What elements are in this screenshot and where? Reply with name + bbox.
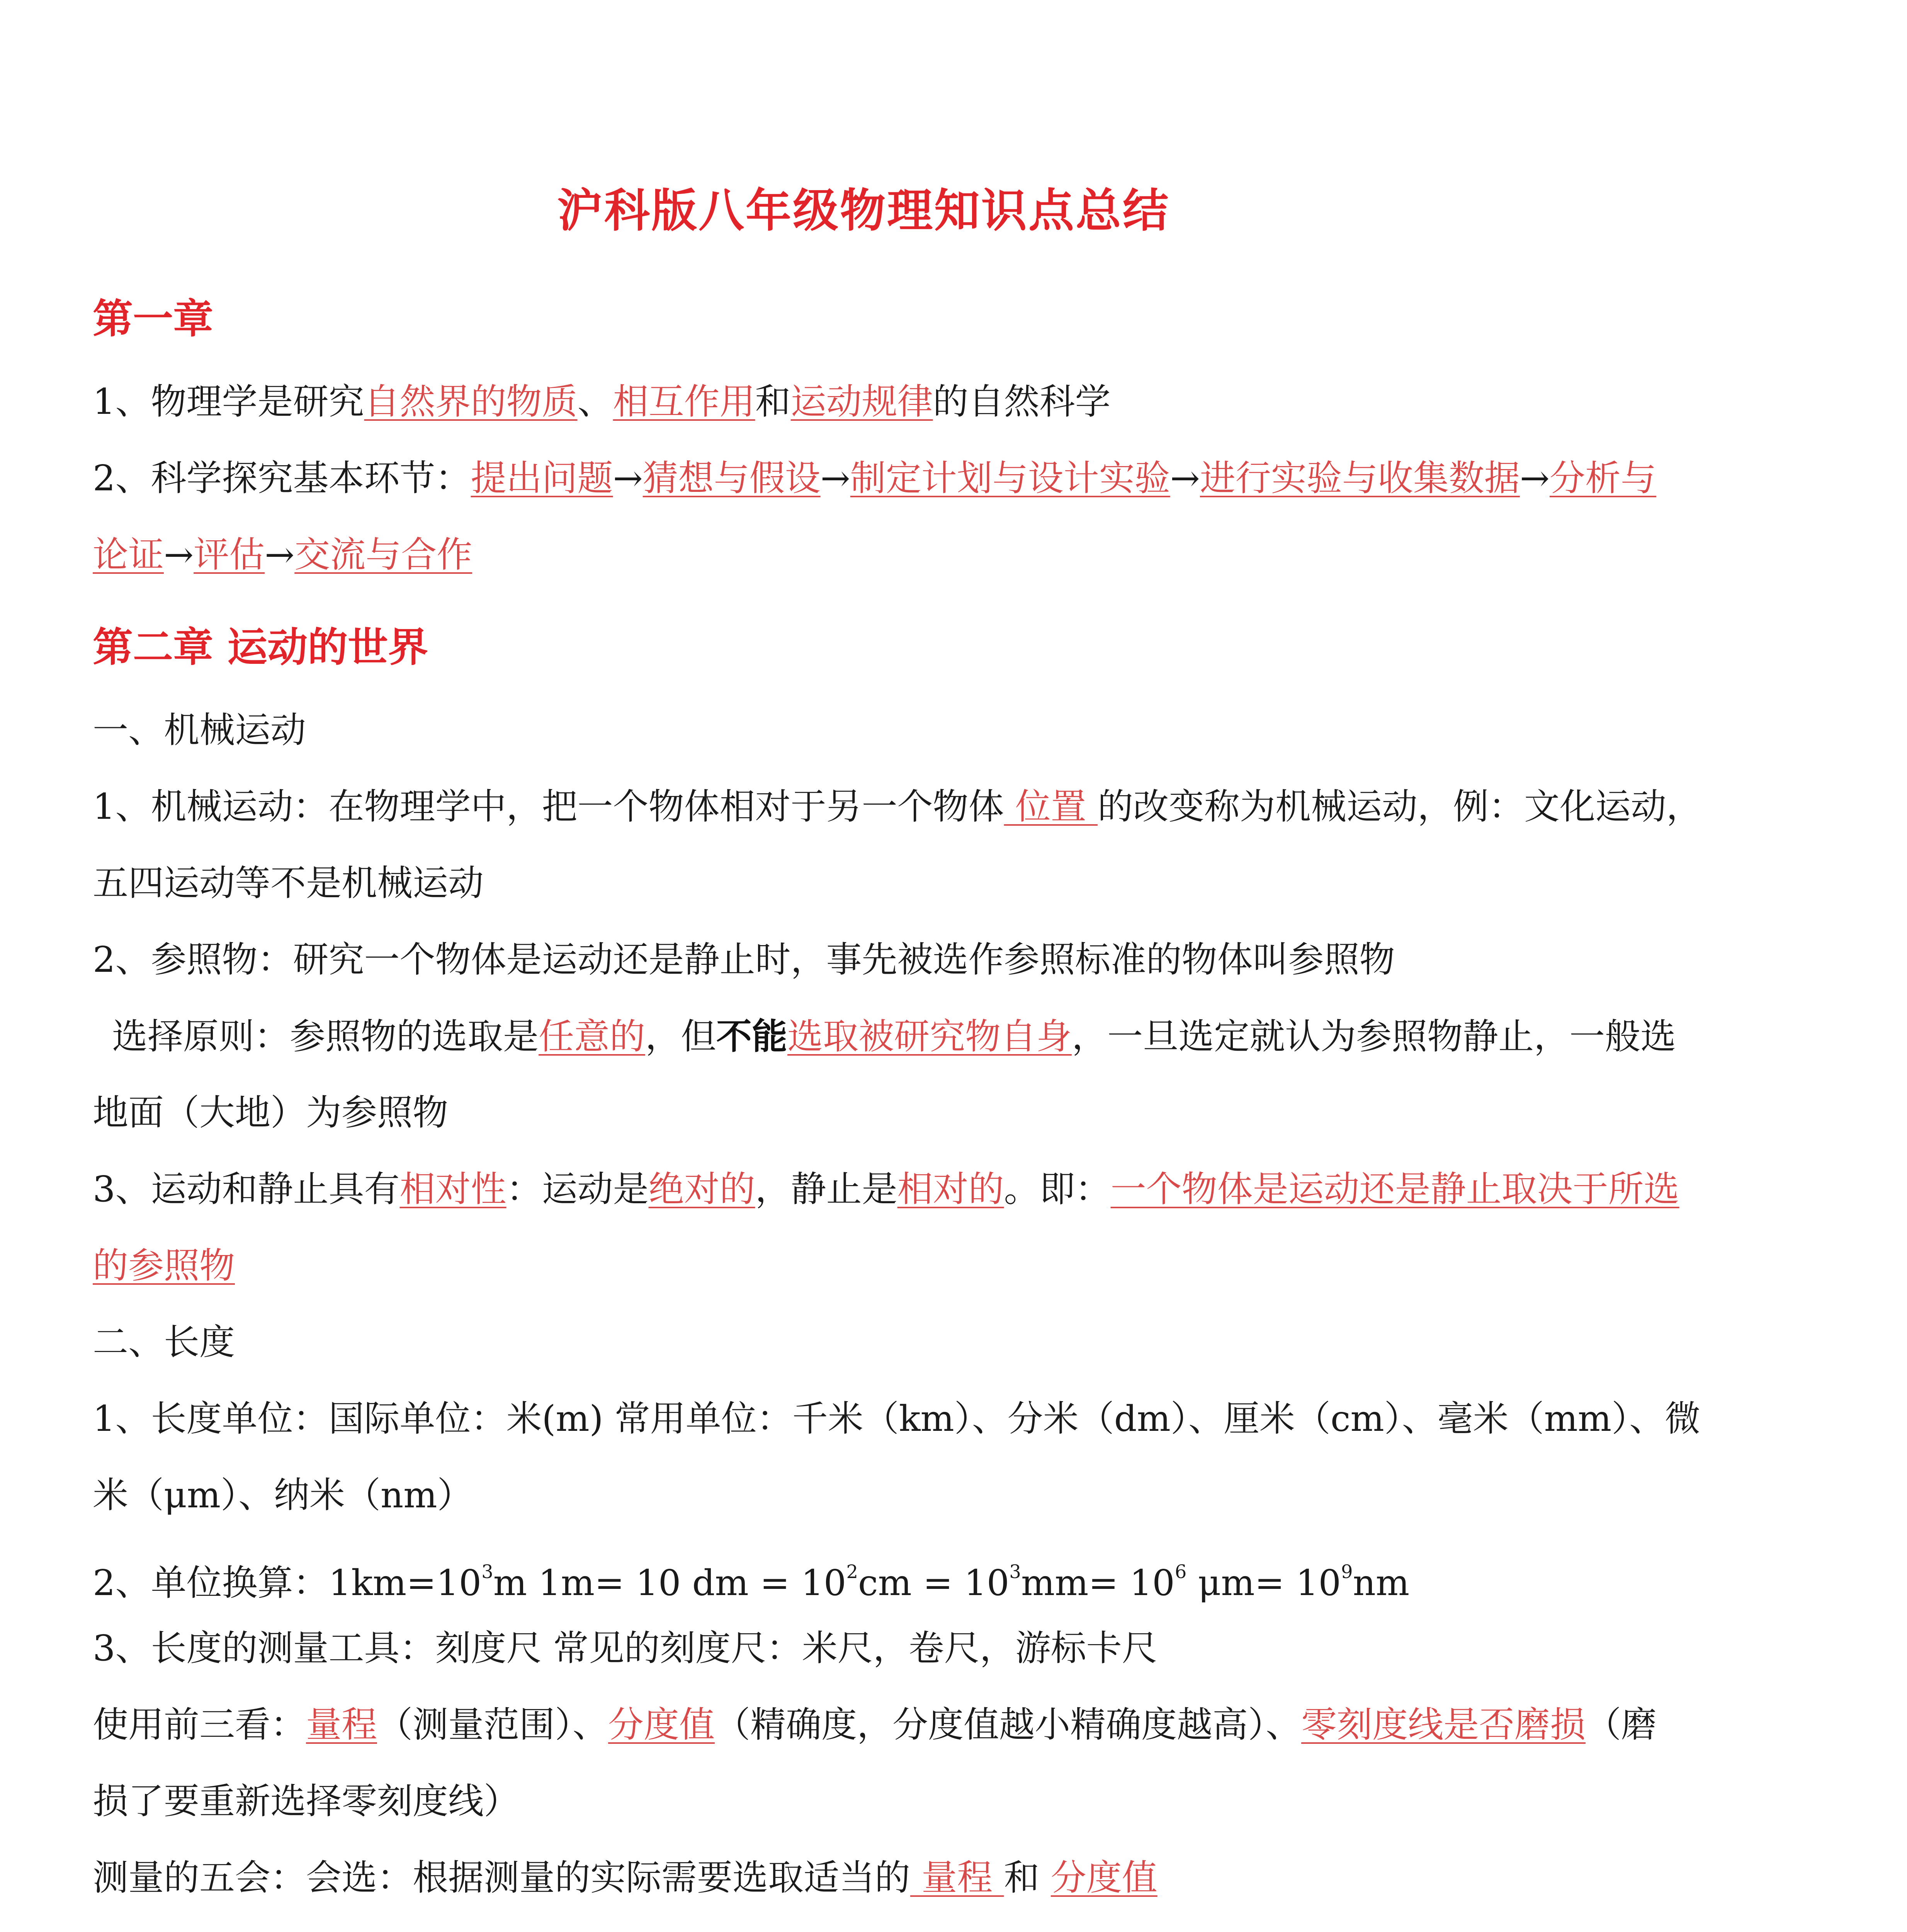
p-reference-object: 2、参照物：研究一个物体是运动还是静止时，事先被选作参照标准的物体叫参照物: [93, 939, 1395, 980]
p-five-skills-select: 测量的五会：会选：根据测量的实际需要选取适当的 量程 和 分度值: [93, 1857, 1157, 1898]
ch1-line-3: 论证→评估→交流与合作: [93, 534, 473, 575]
p-three-checks-2: 损了要重新选择零刻度线）: [93, 1781, 520, 1822]
p-relativity-2: 的参照物: [93, 1245, 235, 1286]
p-length-units-1: 1、长度单位：国际单位：米(m) 常用单位：千米（km）、分米（dm）、厘米（cm）、毫米（mm）、微: [93, 1398, 1701, 1439]
p-selection-principle-2: 地面（大地）为参照物: [93, 1092, 449, 1133]
chapter-2-heading: 第二章 运动的世界: [93, 623, 428, 671]
p-mechanical-motion-1: 1、机械运动：在物理学中，把一个物体相对于另一个物体 位置 的改变称为机械运动，例：文化运动，: [93, 786, 1702, 827]
section-length: 二、长度: [93, 1321, 235, 1363]
p-three-checks-1: 使用前三看：量程（测量范围）、分度值（精确度，分度值越小精确度越高）、零刻度线是否磨损（磨: [93, 1704, 1657, 1745]
p-selection-principle-1: 选择原则：参照物的选取是任意的，但不能选取被研究物自身，一旦选定就认为参照物静止，一般选: [112, 1015, 1676, 1057]
p-mechanical-motion-2: 五四运动等不是机械运动: [93, 862, 484, 904]
ch1-line-1: 1、物理学是研究自然界的物质、相互作用和运动规律的自然科学: [93, 381, 1111, 422]
document-title: 沪科版八年级物理知识点总结: [557, 184, 1170, 237]
ch1-line-2: 2、科学探究基本环节：提出问题→猜想与假设→制定计划与设计实验→进行实验与收集数据→分析与: [93, 457, 1656, 499]
chapter-1-heading: 第一章: [93, 295, 214, 342]
p-measuring-tools: 3、长度的测量工具：刻度尺 常见的刻度尺：米尺，卷尺，游标卡尺: [93, 1628, 1157, 1669]
p-length-units-2: 米（μm）、纳米（nm）: [93, 1475, 473, 1516]
section-mechanical-motion: 一、机械运动: [93, 709, 306, 751]
p-unit-conversion: 2、单位换算：$1km=10^3m$ 1m= 10 dm = $10^2cm = 10^3mm= 10^6$ $\mu m= 10^9nm$: [93, 1561, 1410, 1604]
p-relativity-1: 3、运动和静止具有相对性：运动是绝对的，静止是相对的。即：一个物体是运动还是静止取决于所选: [93, 1168, 1679, 1210]
